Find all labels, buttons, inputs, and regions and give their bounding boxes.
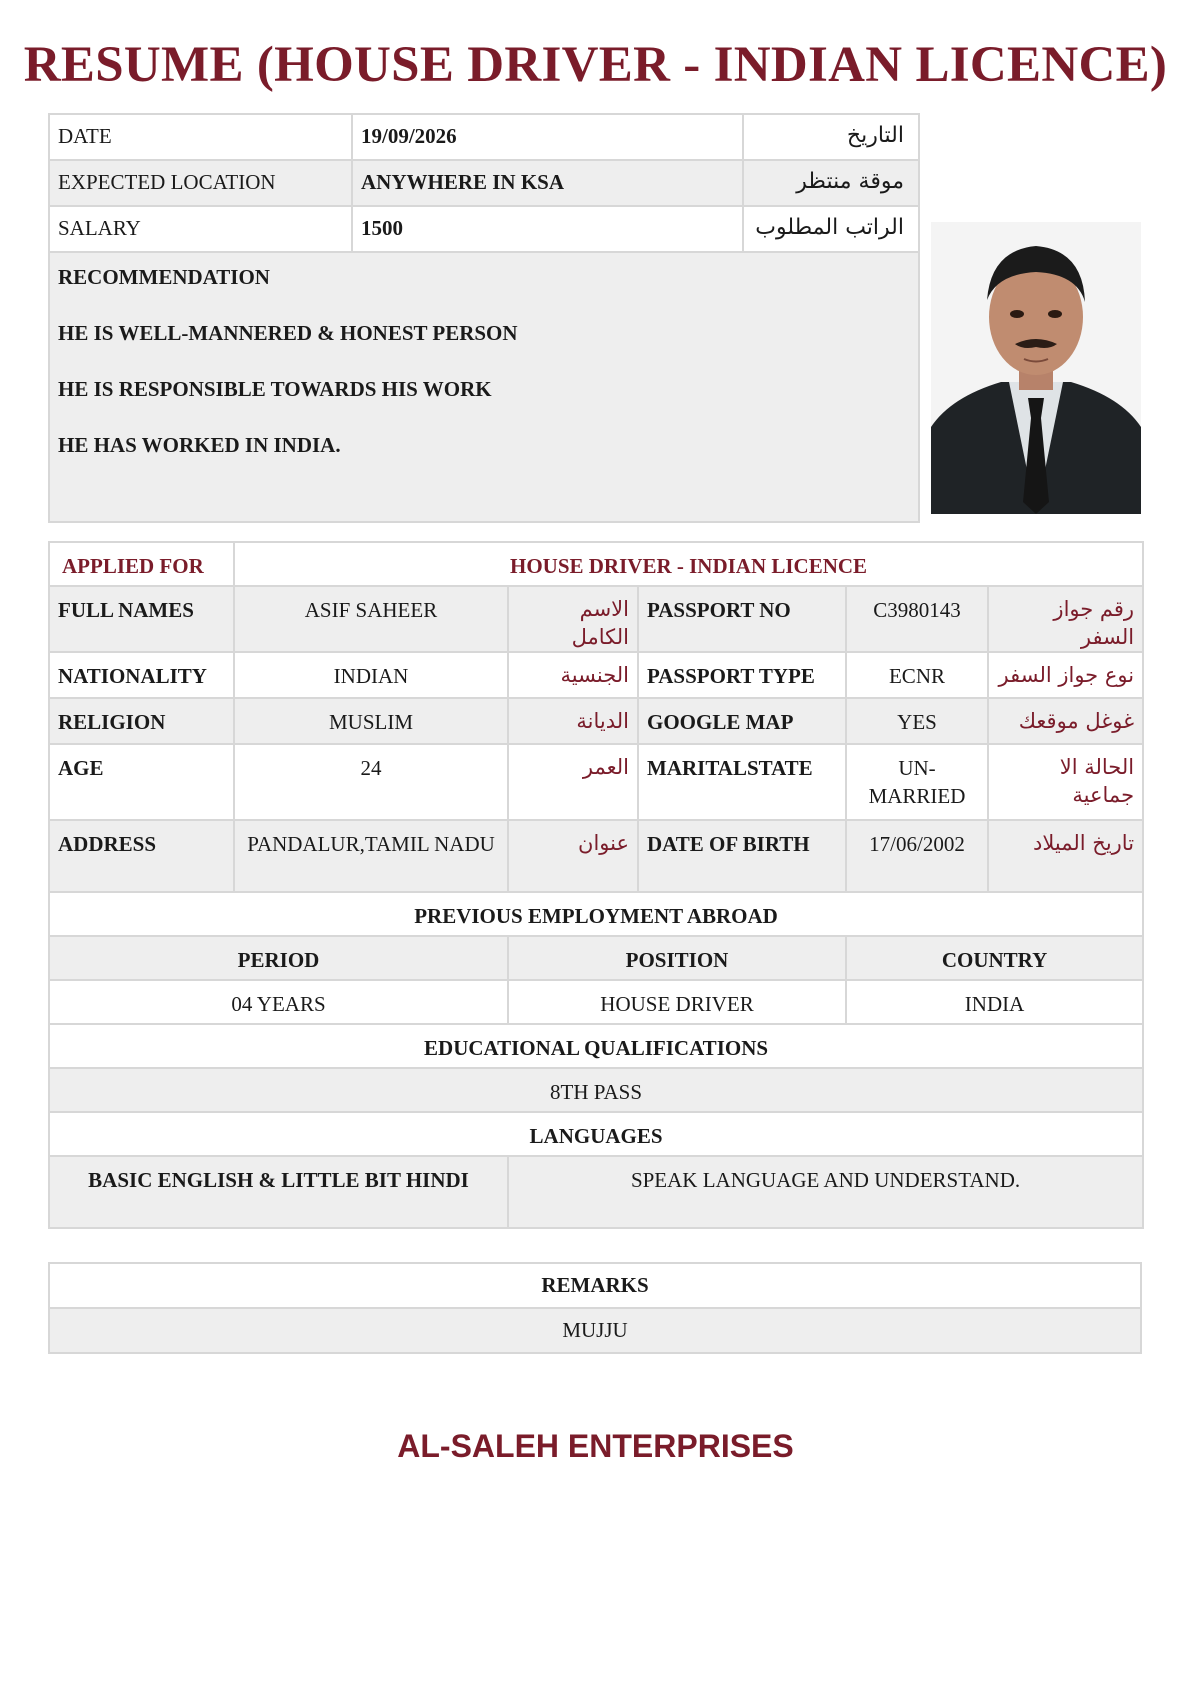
period-column-header: PERIOD [49, 936, 508, 980]
summary-table [48, 113, 920, 523]
applied-for-label: APPLIED FOR [49, 542, 234, 586]
education-value-row [49, 1068, 1143, 1112]
google-map-label: GOOGLE MAP [638, 698, 846, 744]
passport-no-label-ar: رقم جواز السفر [988, 586, 1143, 652]
recommendation-row [49, 252, 919, 522]
languages-row [49, 1156, 1143, 1228]
passport-type-label: PASSPORT TYPE [638, 652, 846, 698]
remarks-value-row [49, 1308, 1141, 1353]
full-names-label: FULL NAMES [49, 586, 234, 652]
salary-value: 1500 [352, 206, 743, 252]
period-cell: 04 YEARS [49, 980, 508, 1024]
language-name: BASIC ENGLISH & LITTLE BIT HINDI [49, 1156, 508, 1228]
nationality-label: NATIONALITY [49, 652, 234, 698]
info-row-religion [49, 698, 1143, 744]
location-value: ANYWHERE IN KSA [352, 160, 743, 206]
passport-no-label: PASSPORT NO [638, 586, 846, 652]
languages-heading-row [49, 1112, 1143, 1156]
passport-type-value: ECNR [846, 652, 988, 698]
recommendation-line: HE IS RESPONSIBLE TOWARDS HIS WORK [58, 377, 492, 401]
nationality-label-ar: الجنسية [508, 652, 638, 698]
address-label-ar: عنوان [508, 820, 638, 892]
candidate-photo-illustration [931, 222, 1141, 514]
recommendation-box [49, 252, 919, 522]
info-row-age [49, 744, 1143, 820]
education-heading-row [49, 1024, 1143, 1068]
location-label-ar: موقة منتظر [743, 160, 919, 206]
employment-heading: PREVIOUS EMPLOYMENT ABROAD [49, 892, 1143, 936]
address-label: ADDRESS [49, 820, 234, 892]
salary-label: SALARY [49, 206, 352, 252]
candidate-photo [931, 222, 1141, 514]
marital-label-ar: الحالة الا جماعية [988, 744, 1143, 820]
religion-label: RELIGION [49, 698, 234, 744]
nationality-value: INDIAN [234, 652, 508, 698]
dob-label: DATE OF BIRTH [638, 820, 846, 892]
recommendation-heading: RECOMMENDATION [58, 265, 270, 289]
date-row [49, 114, 919, 160]
full-names-label-ar: الاسم الكامل [508, 586, 638, 652]
location-row [49, 160, 919, 206]
education-value: 8TH PASS [49, 1068, 1143, 1112]
applied-for-value: HOUSE DRIVER - INDIAN LICENCE [234, 542, 1143, 586]
salary-row [49, 206, 919, 252]
remarks-table [48, 1262, 1142, 1354]
company-name: AL-SALEH ENTERPRISES [397, 1428, 794, 1464]
passport-type-label-ar: نوع جواز السفر [988, 652, 1143, 698]
date-label: DATE [49, 114, 352, 160]
full-names-value: ASIF SAHEER [234, 586, 508, 652]
recommendation-line: HE HAS WORKED IN INDIA. [58, 433, 341, 457]
applied-for-row [49, 542, 1143, 586]
languages-heading: LANGUAGES [49, 1112, 1143, 1156]
info-row-address [49, 820, 1143, 892]
age-value: 24 [234, 744, 508, 820]
language-level: SPEAK LANGUAGE AND UNDERSTAND. [508, 1156, 1143, 1228]
religion-label-ar: الديانة [508, 698, 638, 744]
country-cell: INDIA [846, 980, 1143, 1024]
info-row-names [49, 586, 1143, 652]
employment-heading-row [49, 892, 1143, 936]
info-row-nationality [49, 652, 1143, 698]
age-label-ar: العمر [508, 744, 638, 820]
date-value: 19/09/2026 [352, 114, 743, 160]
location-label: EXPECTED LOCATION [49, 160, 352, 206]
date-label-ar: التاريخ [743, 114, 919, 160]
recommendation-line: HE IS WELL-MANNERED & HONEST PERSON [58, 321, 518, 345]
remarks-heading-row [49, 1263, 1141, 1308]
country-column-header: COUNTRY [846, 936, 1143, 980]
details-table [48, 541, 1144, 1229]
passport-no-value: C3980143 [846, 586, 988, 652]
employment-columns-row [49, 936, 1143, 980]
dob-label-ar: تاريخ الميلاد [988, 820, 1143, 892]
dob-value: 17/06/2002 [846, 820, 988, 892]
position-column-header: POSITION [508, 936, 846, 980]
education-heading: EDUCATIONAL QUALIFICATIONS [49, 1024, 1143, 1068]
table-row [49, 980, 1143, 1024]
page-title: RESUME (HOUSE DRIVER - INDIAN LICENCE) [23, 37, 1168, 93]
remarks-value: MUJJU [49, 1308, 1141, 1353]
google-map-value: YES [846, 698, 988, 744]
salary-label-ar: الراتب المطلوب [743, 206, 919, 252]
marital-value: UN-MARRIED [846, 744, 988, 820]
remarks-heading: REMARKS [49, 1263, 1141, 1308]
address-value: PANDALUR,TAMIL NADU [234, 820, 508, 892]
marital-label: MARITALSTATE [638, 744, 846, 820]
age-label: AGE [49, 744, 234, 820]
google-map-label-ar: غوغل موقعك [988, 698, 1143, 744]
position-cell: HOUSE DRIVER [508, 980, 846, 1024]
religion-value: MUSLIM [234, 698, 508, 744]
